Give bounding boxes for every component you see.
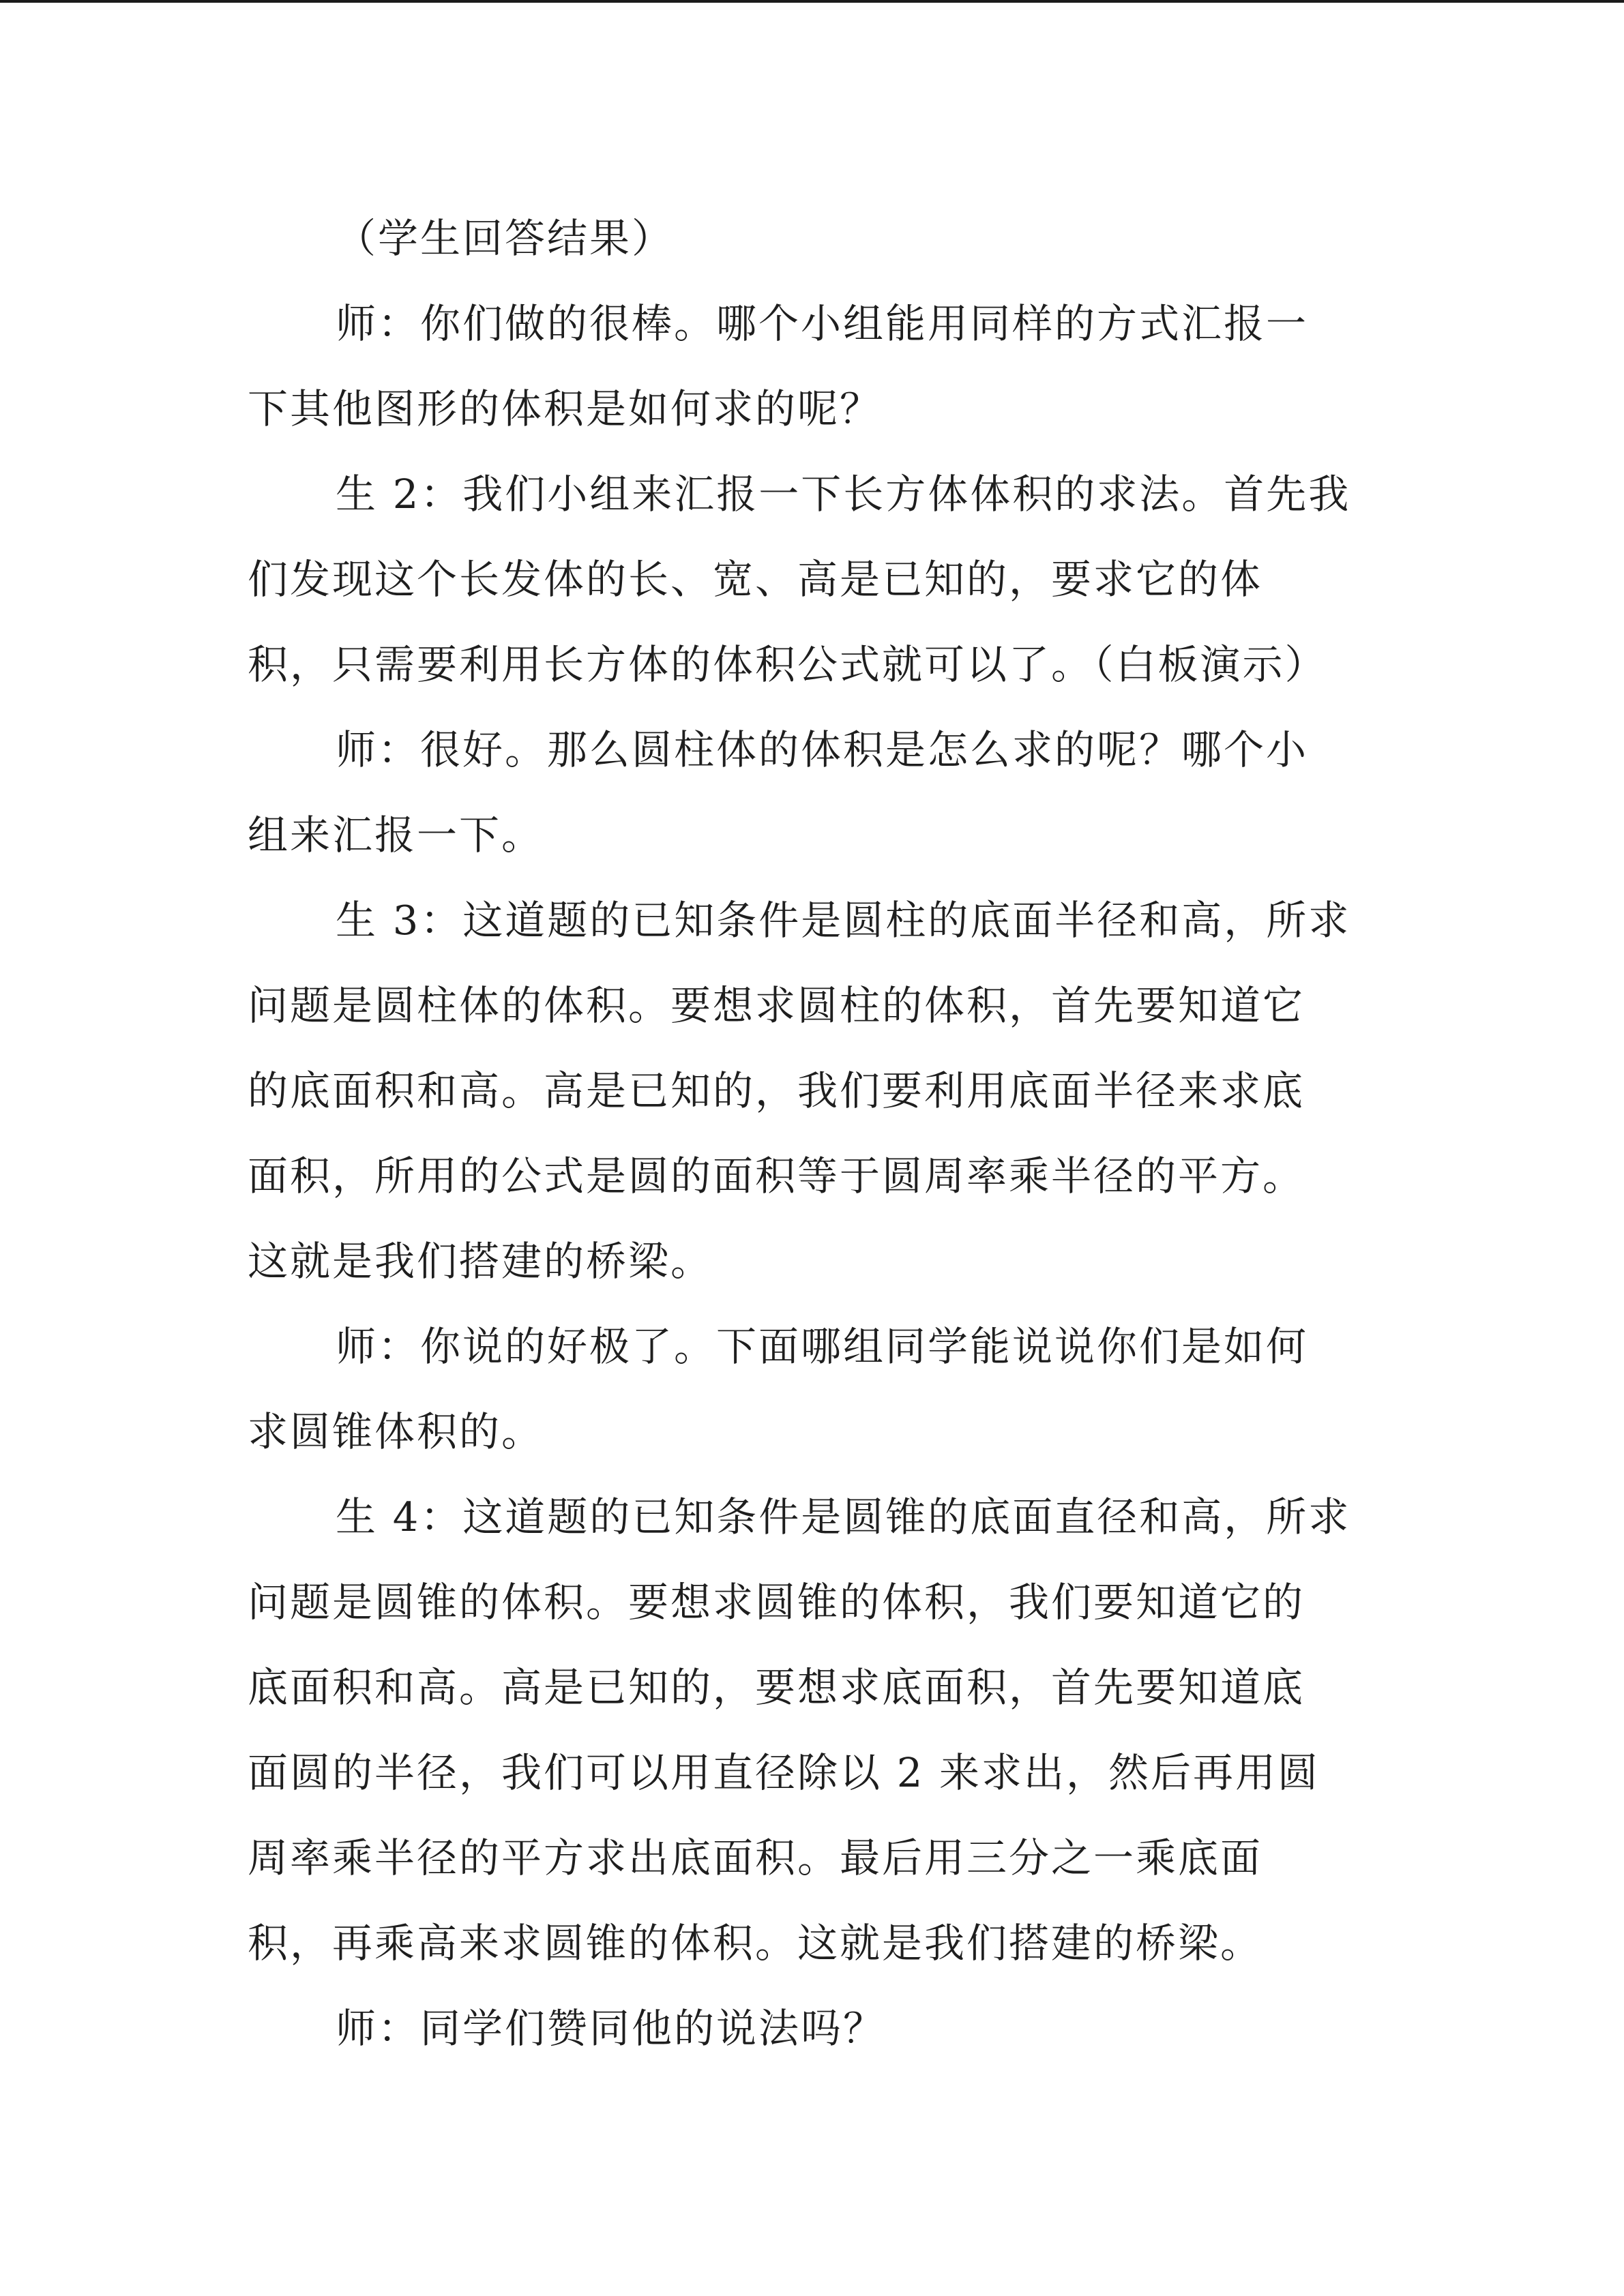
- paragraph-line: 师：你说的好极了。下面哪组同学能说说你们是如何: [336, 1323, 1309, 1370]
- paragraph-line: 周率乘半径的平方求出底面积。最后用三分之一乘底面: [248, 1834, 1263, 1881]
- paragraph-line: 这就是我们搭建的桥梁。: [248, 1238, 713, 1285]
- paragraph-line: 生 4：这道题的已知条件是圆锥的底面直径和高，所求: [336, 1493, 1351, 1540]
- paragraph-line: （学生回答结果）: [336, 215, 675, 262]
- paragraph-line: 积，只需要利用长方体的体积公式就可以了。（白板演示）: [248, 641, 1327, 688]
- paragraph-line: 底面积和高。高是已知的，要想求底面积，首先要知道底: [248, 1664, 1305, 1711]
- paragraph-line: 的底面积和高。高是已知的，我们要利用底面半径来求底: [248, 1067, 1305, 1114]
- paragraph-line: 问题是圆锥的体积。要想求圆锥的体积，我们要知道它的: [248, 1579, 1305, 1626]
- paragraph-line: 师：很好。那么圆柱体的体积是怎么求的呢？哪个小: [336, 726, 1309, 773]
- paragraph-line: 下其他图形的体积是如何求的呢？: [248, 385, 883, 432]
- paragraph-line: 们发现这个长发体的长、宽、高是已知的，要求它的体: [248, 556, 1263, 603]
- paragraph-line: 问题是圆柱体的体积。要想求圆柱的体积，首先要知道它: [248, 982, 1305, 1029]
- paragraph-line: 求圆锥体积的。: [248, 1408, 544, 1455]
- paragraph-line: 生 2：我们小组来汇报一下长方体体积的求法。首先我: [336, 471, 1351, 518]
- paragraph-line: 积，再乘高来求圆锥的体积。这就是我们搭建的桥梁。: [248, 1920, 1263, 1967]
- paragraph-line: 组来汇报一下。: [248, 811, 544, 859]
- paragraph-line: 师：同学们赞同他的说法吗？: [336, 2005, 886, 2052]
- paragraph-line: 生 3：这道题的已知条件是圆柱的底面半径和高，所求: [336, 897, 1351, 944]
- paragraph-line: 面积，所用的公式是圆的面积等于圆周率乘半径的平方。: [248, 1152, 1305, 1199]
- paragraph-line: 面圆的半径，我们可以用直径除以 2 来求出，然后再用圆: [248, 1749, 1320, 1796]
- paragraph-line: 师：你们做的很棒。哪个小组能用同样的方式汇报一: [336, 300, 1309, 347]
